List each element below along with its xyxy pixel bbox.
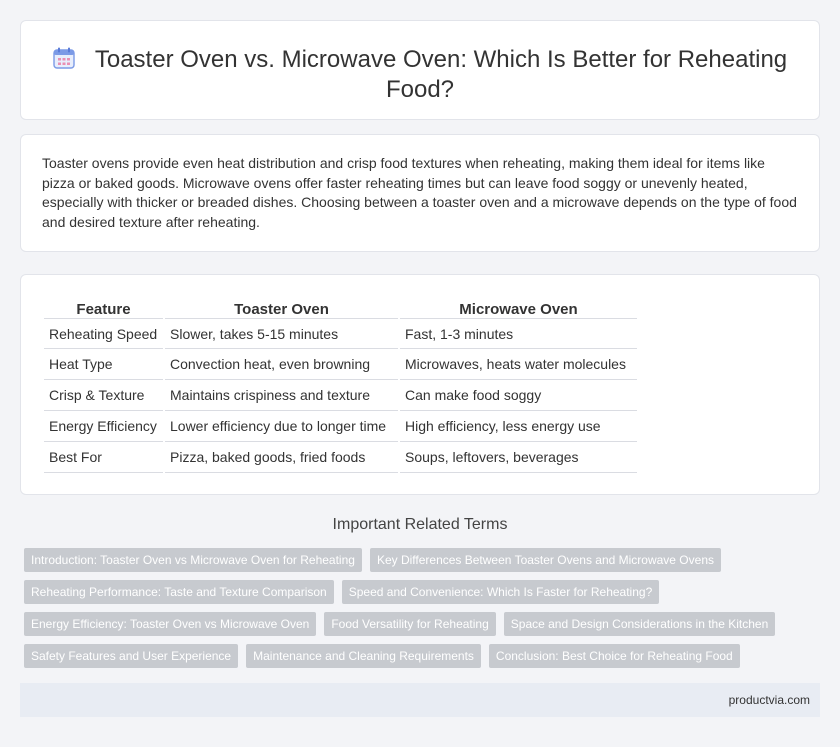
related-tag[interactable]: Speed and Convenience: Which Is Faster for Reheating? bbox=[342, 580, 660, 604]
related-tag[interactable]: Safety Features and User Experience bbox=[24, 644, 238, 668]
table-cell: Slower, takes 5-15 minutes bbox=[165, 318, 398, 349]
related-tag[interactable]: Maintenance and Cleaning Requirements bbox=[246, 644, 481, 668]
table-header-row bbox=[44, 296, 637, 318]
table-cell: Can make food soggy bbox=[400, 380, 637, 411]
intro-card bbox=[20, 134, 820, 252]
header-feature: Feature bbox=[76, 301, 131, 318]
tag-row bbox=[24, 612, 775, 636]
related-terms-heading: Important Related Terms bbox=[332, 516, 508, 533]
related-tag[interactable]: Energy Efficiency: Toaster Oven vs Microwave Oven bbox=[24, 612, 316, 636]
table-row bbox=[44, 349, 637, 380]
footer-site-link[interactable]: productvia.com bbox=[728, 693, 810, 707]
tag-row bbox=[24, 580, 659, 604]
related-tag[interactable]: Reheating Performance: Taste and Texture Comparison bbox=[24, 580, 334, 604]
table-cell: Soups, leftovers, beverages bbox=[400, 442, 637, 473]
calendar-icon bbox=[53, 47, 75, 67]
table-cell: Lower efficiency due to longer time bbox=[165, 411, 398, 442]
tag-row bbox=[24, 644, 740, 668]
table-cell: Best For bbox=[44, 442, 163, 473]
tag-row bbox=[24, 548, 721, 572]
header-card bbox=[20, 20, 820, 120]
table-cell: Convection heat, even browning bbox=[165, 349, 398, 380]
intro-paragraph: Toaster ovens provide even heat distribution and crisp food textures when reheating, making them ideal for items like pizza or baked goods. Microwave ovens offer faster reheating times but can leave food soggy or unevenly heated, especially with thicker or breaded dishes. Choosing between a toaster oven and a microwave depends on the type of food and desired texture after reheating. bbox=[42, 155, 797, 230]
related-tag[interactable]: Introduction: Toaster Oven vs Microwave Oven for Reheating bbox=[24, 548, 362, 572]
table-cell: High efficiency, less energy use bbox=[400, 411, 637, 442]
table-row bbox=[44, 442, 637, 473]
related-tag[interactable]: Food Versatility for Reheating bbox=[324, 612, 495, 636]
table-cell: Maintains crispiness and texture bbox=[165, 380, 398, 411]
table-row bbox=[44, 380, 637, 411]
comparison-table bbox=[42, 296, 639, 473]
table-cell: Microwaves, heats water molecules bbox=[400, 349, 637, 380]
page-title-text: Toaster Oven vs. Microwave Oven: Which Is Better for Reheating Food? bbox=[94, 46, 788, 103]
header-toaster-oven: Toaster Oven bbox=[234, 301, 329, 318]
page-title bbox=[21, 45, 819, 105]
related-tag[interactable]: Space and Design Considerations in the Kitchen bbox=[504, 612, 776, 636]
table-cell: Fast, 1-3 minutes bbox=[400, 318, 637, 349]
related-tag[interactable]: Conclusion: Best Choice for Reheating Food bbox=[489, 644, 740, 668]
table-row bbox=[44, 318, 637, 349]
table-cell: Heat Type bbox=[44, 349, 163, 380]
table-cell: Energy Efficiency bbox=[44, 411, 163, 442]
table-cell: Reheating Speed bbox=[44, 318, 163, 349]
footer-bar bbox=[20, 683, 820, 717]
comparison-card bbox=[20, 274, 820, 495]
table-cell: Crisp & Texture bbox=[44, 380, 163, 411]
table-cell: Pizza, baked goods, fried foods bbox=[165, 442, 398, 473]
table-row bbox=[44, 411, 637, 442]
related-tag[interactable]: Key Differences Between Toaster Ovens and Microwave Ovens bbox=[370, 548, 721, 572]
header-microwave-oven: Microwave Oven bbox=[459, 301, 578, 318]
